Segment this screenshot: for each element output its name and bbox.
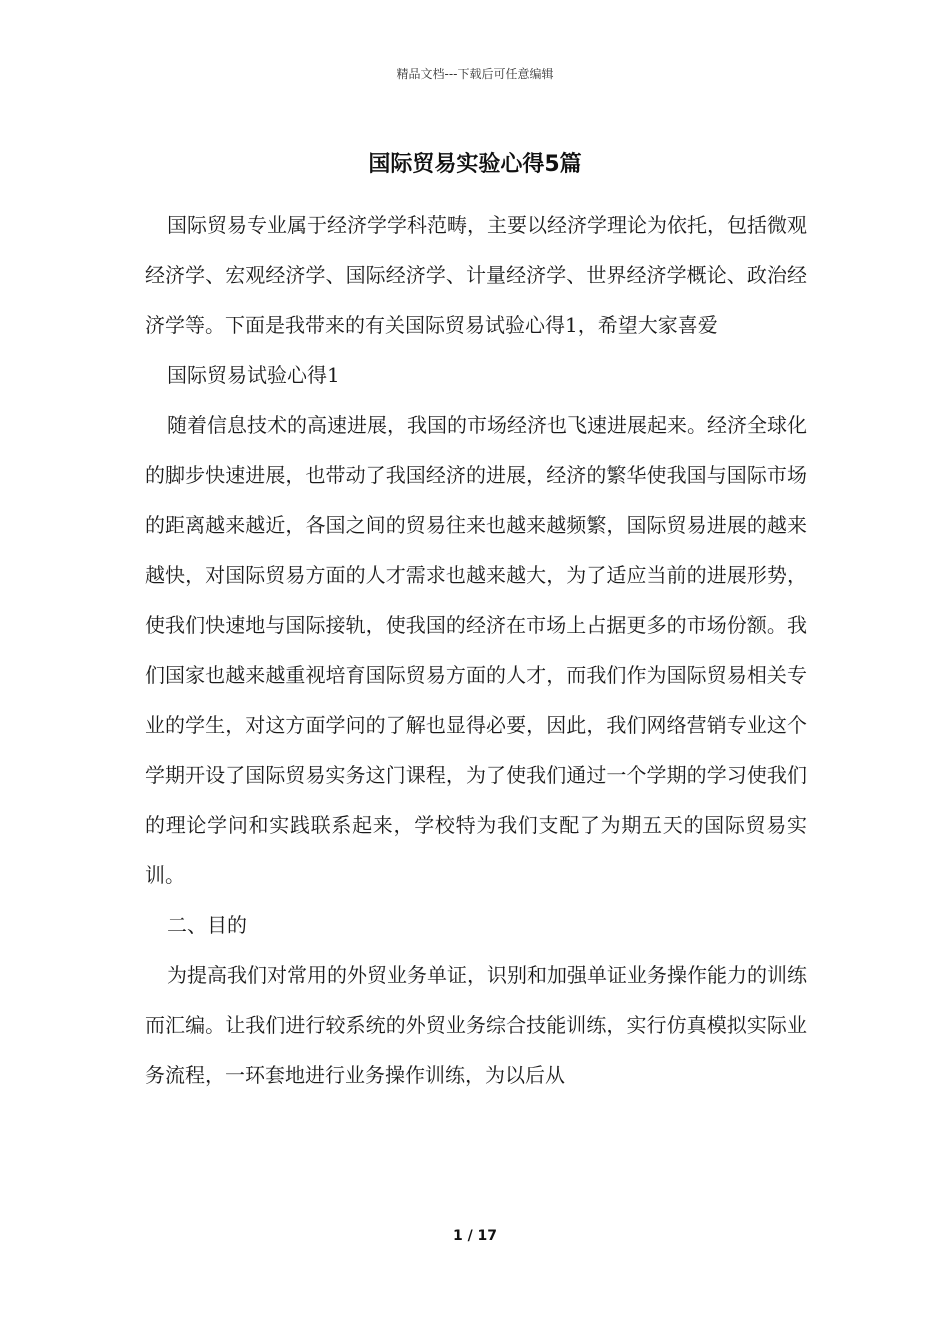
document-title: 国际贸易实验心得5篇: [368, 152, 582, 177]
intro-paragraph: 国际贸易专业属于经济学学科范畴，主要以经济学理论为依托，包括微观经济学、宏观经济学、国际经济学、计量经济学、世界经济学概论、政治经济学等。下面是我带来的有关国际贸易试验心得1，希望大家喜爱: [145, 213, 807, 337]
section-heading-purpose: 二、目的: [167, 913, 247, 937]
document-body: [145, 200, 807, 1100]
header-note: 精品文档---下载后可任意编辑: [396, 67, 554, 81]
section-heading-experience-1: 国际贸易试验心得1: [167, 363, 340, 387]
page-number: 1 / 17: [452, 1228, 498, 1244]
body-paragraph: 随着信息技术的高速进展，我国的市场经济也飞速进展起来。经济全球化的脚步快速进展，也带动了我国经济的进展，经济的繁华使我国与国际市场的距离越来越近，各国之间的贸易往来也越来越频繁，国际贸易进展的越来越快，对国际贸易方面的人才需求也越来越大，为了适应当前的进展形势，使我们快速地与国际接轨，使我国的经济在市场上占据更多的市场份额。我们国家也越来越重视培育国际贸易方面的人才，而我们作为国际贸易相关专业的学生，对这方面学问的了解也显得必要，因此，我们网络营销专业这个学期开设了国际贸易实务这门课程，为了使我们通过一个学期的学习使我们的理论学问和实践联系起来，学校特为我们支配了为期五天的国际贸易实训。: [145, 413, 807, 887]
body-paragraph: 为提高我们对常用的外贸业务单证，识别和加强单证业务操作能力的训练而汇编。让我们进行较系统的外贸业务综合技能训练，实行仿真模拟实际业务流程，一环套地进行业务操作训练，为以后从: [145, 963, 807, 1087]
